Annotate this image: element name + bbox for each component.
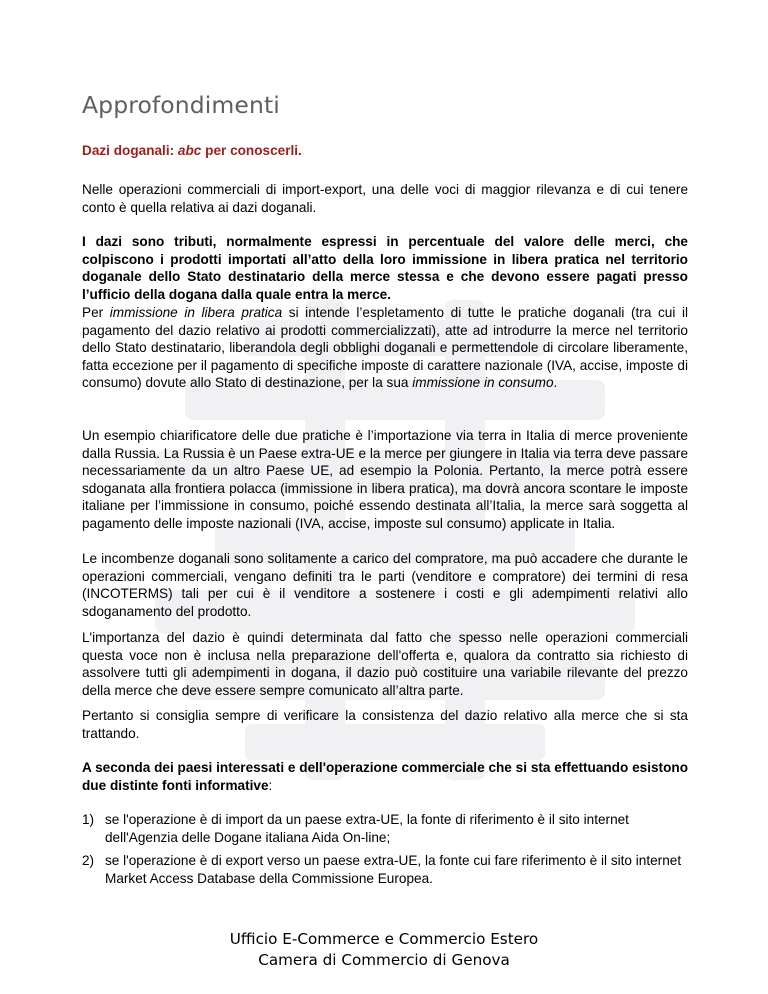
p8-tail: : [268, 777, 273, 793]
paragraph-free-circulation [82, 304, 688, 392]
paragraph-definition-bold: I dazi sono tributi, normalmente espressi in percentuale del valore delle merci, che colpiscono i prodotti importati all’atto della loro immissione in libera pratica nel territorio doganale dello Stato destinatario della merce stessa e che devono essere pagati presso l’ufficio della dogana dalla quale entra la merce. [82, 234, 688, 302]
paragraph-consiglio: Pertanto si consiglia sempre di verificare la consistenza del dazio relativo alla merce che si sta trattando. [82, 708, 688, 741]
paragraph-importanza: L'importanza del dazio è quindi determinata dal fatto che spesso nelle operazioni commerciali questa voce non è inclusa nella preparazione dell'offerta e, qualora da contratto sia richiesto di assolvere tutti gli adempimenti in dogana, il dazio può costituire una variabile rilevante del prezzo della merce che deve essere sempre comunicato all’altra parte. [82, 630, 688, 698]
list-item [82, 852, 688, 887]
list-item [82, 811, 688, 846]
p3-part-a: Per [82, 305, 110, 320]
subtitle-post: per conoscerli. [201, 143, 302, 158]
paragraph-example: Un esempio chiarificatore delle due pratiche è l’importazione via terra in Italia di merce proveniente dalla Russia. La Russia è un Paese extra-UE e la merce per giungere in Italia via terra deve passare necessariamente da un altro Paese UE, ad esempio la Polonia. Pertanto, la merce potrà essere sdoganata alla frontiera polacca (immissione in libera pratica), ma dovrà ancora scontare le imposte italiane per l’immissione in consumo, poiché essendo destinata all’Italia, la merce sarà soggetta al pagamento delle imposte nazionali (IVA, accise, imposte sul consumo) applicate in Italia. [82, 428, 688, 531]
p8-bold: A seconda dei paesi interessati e dell'operazione commerciale che si sta effettuando esistono due distinte fonti informative [82, 760, 688, 793]
sources-list [82, 811, 688, 893]
page-footer [0, 929, 768, 971]
article-subtitle [82, 143, 302, 158]
list-text: se l'operazione è di import da un paese extra-UE, la fonte di riferimento è il sito internet dell'Agenzia delle Dogane italiana Aida On-line; [105, 812, 629, 845]
list-text: se l'operazione è di export verso un paese extra-UE, la fonte cui fare riferimento è il sito internet Market Access Database della Commissione Europea. [105, 853, 682, 886]
subtitle-em: abc [177, 143, 202, 158]
p3-em-consumo: immissione in consumo [412, 375, 554, 390]
p3-part-b: si intende l’espletamento di tutte le pratiche doganali (tra cui il pagamento del dazio relativo ai prodotti commercializzati), atte ad introdurre la merce nel territorio dello Stato destinatario, liberandola degli obblighi doganali e permettendole di circolare liberamente, fatta eccezione per il pagamento di specifiche imposte di carattere nazionale (IVA, accise, imposte di consumo) dovute allo Stato di destinazione, per la sua [82, 305, 688, 390]
footer-chamber: Camera di Commercio di Genova [258, 951, 510, 969]
paragraph-intro: Nelle operazioni commerciali di import-export, una delle voci di maggior rilevanza e di cui tenere conto è quella relativa ai dazi doganali. [82, 182, 688, 215]
list-number: 2) [82, 853, 95, 868]
p3-em-libera-pratica: immissione in libera pratica [109, 305, 283, 320]
list-number: 1) [82, 812, 95, 827]
footer-office: Ufficio E-Commerce e Commercio Estero [229, 930, 539, 948]
paragraph-fonti [82, 759, 688, 794]
p3-part-c: . [553, 375, 558, 390]
paragraph-incombenze: Le incombenze doganali sono solitamente a carico del compratore, ma può accadere che durante le operazioni commerciali, vengano definiti tra le parti (venditore e compratore) dei termini di resa (INCOTERMS) tali per cui è il venditore a sostenere i costi e gli adempimenti relativi allo sdoganamento del prodotto. [82, 551, 688, 619]
page-title: Approfondimenti [82, 91, 280, 119]
subtitle-pre: Dazi doganali: [82, 143, 178, 158]
